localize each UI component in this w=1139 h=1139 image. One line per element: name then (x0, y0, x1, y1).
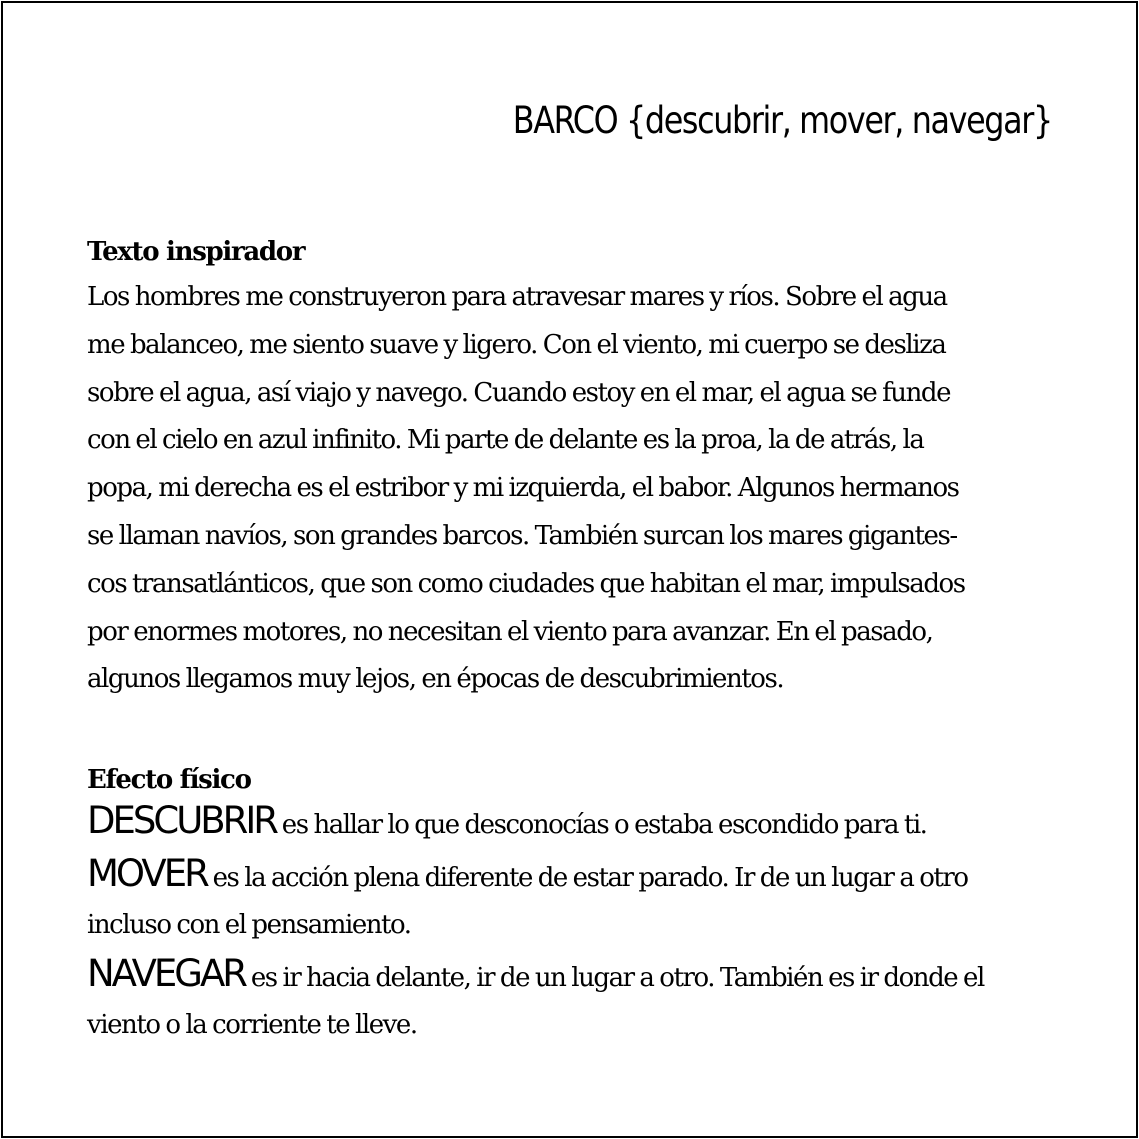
definition-keyword: NAVEGAR (87, 951, 246, 995)
paragraph-line: se llaman navíos, son grandes barcos. También surcan los mares gigantes- (87, 520, 957, 551)
paragraph-line: Los hombres me construyeron para atravesar mares y ríos. Sobre el agua (87, 282, 947, 312)
paragraph-line: cos transatlánticos, que son como ciudades que habitan el mar, impulsados (87, 568, 965, 599)
paragraph-line: me balanceo, me siento suave y ligero. Con el viento, mi cuerpo se desliza (87, 329, 946, 360)
definition-mover (87, 850, 1077, 903)
definition-text: es hallar lo que desconocías o estaba escondido para ti. (275, 810, 927, 840)
paragraph-line: sobre el agua, así viajo y navego. Cuando estoy en el mar, el agua se funde (87, 377, 951, 408)
definition-text: es ir hacia delante, ir de un lugar a otro. También es ir donde el (245, 962, 984, 993)
definition-descubrir (87, 797, 1077, 850)
inspiring-text-paragraph (87, 274, 1077, 704)
definition-text: es la acción plena diferente de estar parado. Ir de un lugar a otro (206, 862, 968, 893)
definition-continuation: viento o la corriente te lleve. (87, 1010, 417, 1040)
definitions-list (87, 797, 1077, 1050)
definition-continuation: incluso con el pensamiento. (87, 910, 411, 940)
inspiring-text-section (87, 235, 1077, 704)
paragraph-line: por enormes motores, no necesitan el viento para avanzar. En el pasado, (87, 616, 933, 647)
paragraph-line: popa, mi derecha es el estribor y mi izquierda, el babor. Algunos hermanos (87, 473, 959, 504)
inspiring-text-heading: Texto inspirador (87, 237, 305, 267)
paragraph-line: algunos llegamos muy lejos, en épocas de descubrimientos. (87, 664, 784, 695)
card (1, 1, 1138, 1138)
definition-keyword: MOVER (87, 851, 207, 895)
physical-effect-section (87, 763, 1077, 1050)
definition-navegar (87, 950, 1077, 1003)
definition-keyword: DESCUBRIR (87, 799, 276, 842)
paragraph-line: con el cielo en azul infinito. Mi parte de delante es la proa, la de atrás, la (87, 425, 924, 456)
physical-effect-heading: Efecto físico (87, 765, 251, 795)
card-title: BARCO {descubrir, mover, navegar} (512, 99, 1052, 142)
